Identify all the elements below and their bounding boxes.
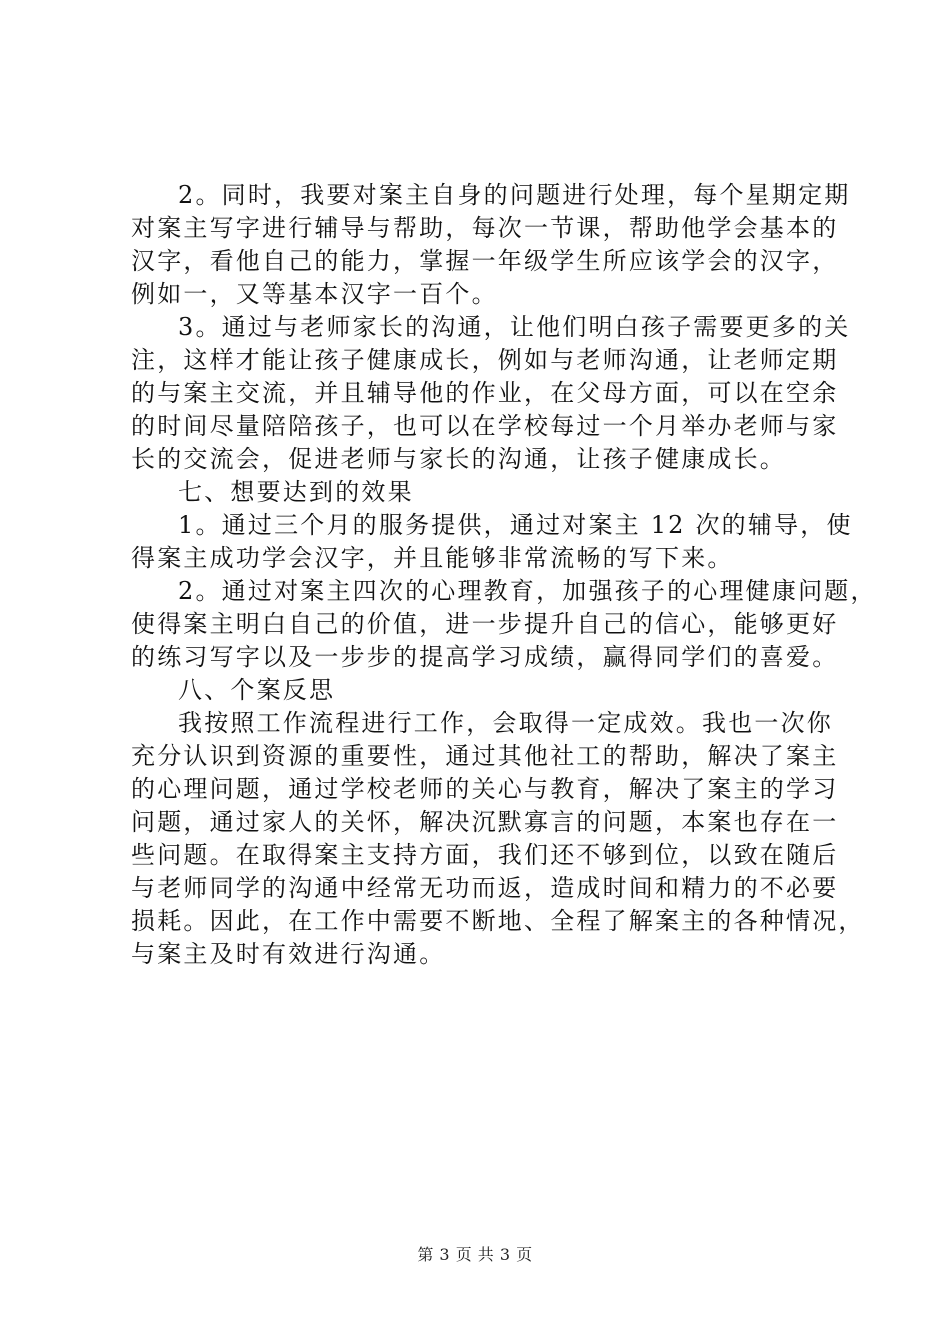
paragraph-line: 得案主成功学会汉字，并且能够非常流畅的写下来。 — [131, 544, 734, 572]
paragraph-line: 充分认识到资源的重要性，通过其他社工的帮助，解决了案主 — [131, 742, 839, 770]
paragraph-line: 的练习写字以及一步步的提高学习成绩，赢得同学们的喜爱。 — [131, 643, 839, 671]
document-body — [131, 179, 877, 971]
section-heading: 七、想要达到的效果 — [178, 478, 414, 506]
paragraph-line: 损耗。因此，在工作中需要不断地、全程了解案主的各种情况， — [131, 907, 865, 935]
paragraph-line: 与老师同学的沟通中经常无功而返，造成时间和精力的不必要 — [131, 874, 839, 902]
page-number-footer: 第 3 页 共 3 页 — [417, 1245, 533, 1264]
paragraph-line: 我按照工作流程进行工作，会取得一定成效。我也一次你 — [178, 709, 833, 737]
paragraph-line: 长的交流会，促进老师与家长的沟通，让孩子健康成长。 — [131, 445, 786, 473]
paragraph-line: 1。通过三个月的服务提供，通过对案主 12 次的辅导，使 — [178, 511, 853, 539]
paragraph-line: 例如一，又等基本汉字一百个。 — [131, 280, 498, 308]
paragraph-line: 使得案主明白自己的价值，进一步提升自己的信心，能够更好 — [131, 610, 839, 638]
section-heading: 八、个案反思 — [178, 676, 336, 704]
paragraph-line: 的与案主交流，并且辅导他的作业，在父母方面，可以在空余 — [131, 379, 839, 407]
paragraph-line: 注，这样才能让孩子健康成长，例如与老师沟通，让老师定期 — [131, 346, 839, 374]
paragraph-line: 汉字，看他自己的能力，掌握一年级学生所应该学会的汉字， — [131, 247, 839, 275]
paragraph-line: 的时间尽量陪陪孩子，也可以在学校每过一个月举办老师与家 — [131, 412, 839, 440]
paragraph-line: 的心理问题，通过学校老师的关心与教育，解决了案主的学习 — [131, 775, 839, 803]
paragraph-line: 2。通过对案主四次的心理教育，加强孩子的心理健康问题， — [178, 577, 877, 605]
paragraph-line: 些问题。在取得案主支持方面，我们还不够到位，以致在随后 — [131, 841, 839, 869]
paragraph-line: 3。通过与老师家长的沟通，让他们明白孩子需要更多的关 — [178, 313, 851, 341]
paragraph-line: 问题，通过家人的关怀，解决沉默寡言的问题，本案也存在一 — [131, 808, 839, 836]
paragraph-line: 对案主写字进行辅导与帮助，每次一节课，帮助他学会基本的 — [131, 214, 839, 242]
paragraph-line: 与案主及时有效进行沟通。 — [131, 940, 446, 968]
paragraph-line: 2。同时，我要对案主自身的问题进行处理，每个星期定期 — [178, 181, 851, 209]
